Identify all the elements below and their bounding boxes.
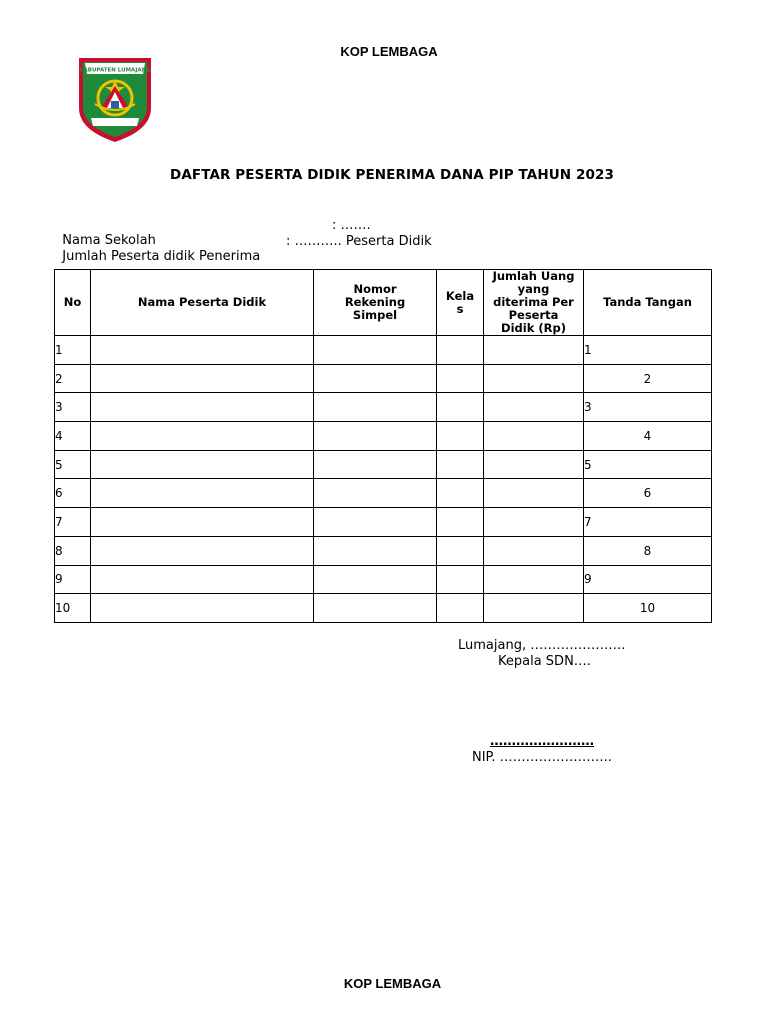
- cell-jumlah[interactable]: [484, 594, 584, 623]
- table-header-row: [55, 270, 712, 336]
- logo-top-text: KABUPATEN LUMAJANG: [79, 67, 151, 74]
- table-row: [55, 393, 712, 422]
- header-kelas: Kela s: [437, 270, 484, 336]
- signature-position: Kepala SDN….: [498, 654, 591, 669]
- cell-jumlah[interactable]: [484, 336, 584, 365]
- cell-rekening[interactable]: [314, 364, 437, 393]
- kop-lembaga-header: KOP LEMBAGA: [340, 44, 438, 59]
- row-no: 5: [55, 450, 91, 479]
- cell-tanda-tangan[interactable]: 2: [584, 364, 712, 393]
- cell-nama[interactable]: [91, 565, 314, 594]
- cell-rekening[interactable]: [314, 536, 437, 565]
- cell-kelas[interactable]: [437, 594, 484, 623]
- header-tanda-tangan: Tanda Tangan: [584, 270, 712, 336]
- participants-table: [54, 269, 712, 623]
- count-value: : ……….. Peserta Didik: [286, 234, 432, 249]
- cell-kelas[interactable]: [437, 393, 484, 422]
- row-no: 9: [55, 565, 91, 594]
- signature-name: ……………………: [490, 734, 594, 749]
- lumajang-logo: [67, 46, 163, 146]
- cell-nama[interactable]: [91, 508, 314, 537]
- cell-nama[interactable]: [91, 364, 314, 393]
- signature-place-date: Lumajang, ………………….: [458, 638, 626, 653]
- cell-kelas[interactable]: [437, 508, 484, 537]
- cell-nama[interactable]: [91, 336, 314, 365]
- cell-nama[interactable]: [91, 450, 314, 479]
- header-no: No: [55, 270, 91, 336]
- cell-jumlah[interactable]: [484, 364, 584, 393]
- cell-rekening[interactable]: [314, 422, 437, 451]
- signature-nip: NIP. ……………………..: [472, 750, 612, 765]
- cell-jumlah[interactable]: [484, 393, 584, 422]
- table-row: [55, 594, 712, 623]
- cell-rekening[interactable]: [314, 479, 437, 508]
- cell-tanda-tangan[interactable]: 3: [584, 393, 712, 422]
- table-row: [55, 364, 712, 393]
- row-no: 10: [55, 594, 91, 623]
- cell-kelas[interactable]: [437, 336, 484, 365]
- cell-rekening[interactable]: [314, 594, 437, 623]
- school-label: Nama Sekolah: [62, 233, 156, 248]
- cell-jumlah[interactable]: [484, 479, 584, 508]
- cell-kelas[interactable]: [437, 450, 484, 479]
- cell-kelas[interactable]: [437, 479, 484, 508]
- cell-jumlah[interactable]: [484, 508, 584, 537]
- table-row: [55, 536, 712, 565]
- cell-tanda-tangan[interactable]: 7: [584, 508, 712, 537]
- cell-rekening[interactable]: [314, 393, 437, 422]
- cell-tanda-tangan[interactable]: 4: [584, 422, 712, 451]
- header-jumlah: Jumlah Uang yang diterima Per Peserta Didik (Rp): [484, 270, 584, 336]
- kop-lembaga-footer: KOP LEMBAGA: [343, 976, 442, 991]
- cell-kelas[interactable]: [437, 536, 484, 565]
- cell-rekening[interactable]: [314, 450, 437, 479]
- row-no: 1: [55, 336, 91, 365]
- cell-nama[interactable]: [91, 594, 314, 623]
- cell-nama[interactable]: [91, 536, 314, 565]
- cell-jumlah[interactable]: [484, 536, 584, 565]
- document-title: DAFTAR PESERTA DIDIK PENERIMA DANA PIP TAHUN 2023: [170, 167, 614, 183]
- cell-tanda-tangan[interactable]: 5: [584, 450, 712, 479]
- table-row: [55, 422, 712, 451]
- cell-nama[interactable]: [91, 422, 314, 451]
- cell-kelas[interactable]: [437, 422, 484, 451]
- cell-jumlah[interactable]: [484, 565, 584, 594]
- cell-kelas[interactable]: [437, 565, 484, 594]
- table-row: [55, 336, 712, 365]
- table-row: [55, 450, 712, 479]
- cell-rekening[interactable]: [314, 565, 437, 594]
- header-nama: Nama Peserta Didik: [91, 270, 314, 336]
- cell-tanda-tangan[interactable]: 6: [584, 479, 712, 508]
- cell-jumlah[interactable]: [484, 422, 584, 451]
- row-no: 6: [55, 479, 91, 508]
- row-no: 3: [55, 393, 91, 422]
- table-row: [55, 565, 712, 594]
- cell-kelas[interactable]: [437, 364, 484, 393]
- row-no: 7: [55, 508, 91, 537]
- table-row: [55, 479, 712, 508]
- count-label: Jumlah Peserta didik Penerima: [62, 249, 261, 264]
- row-no: 8: [55, 536, 91, 565]
- cell-rekening[interactable]: [314, 508, 437, 537]
- row-no: 4: [55, 422, 91, 451]
- cell-tanda-tangan[interactable]: 10: [584, 594, 712, 623]
- table-row: [55, 508, 712, 537]
- header-rekening: Nomor Rekening Simpel: [314, 270, 437, 336]
- cell-tanda-tangan[interactable]: 1: [584, 336, 712, 365]
- cell-rekening[interactable]: [314, 336, 437, 365]
- cell-tanda-tangan[interactable]: 9: [584, 565, 712, 594]
- row-no: 2: [55, 364, 91, 393]
- cell-jumlah[interactable]: [484, 450, 584, 479]
- cell-tanda-tangan[interactable]: 8: [584, 536, 712, 565]
- school-value: : …….: [332, 218, 371, 233]
- cell-nama[interactable]: [91, 393, 314, 422]
- cell-nama[interactable]: [91, 479, 314, 508]
